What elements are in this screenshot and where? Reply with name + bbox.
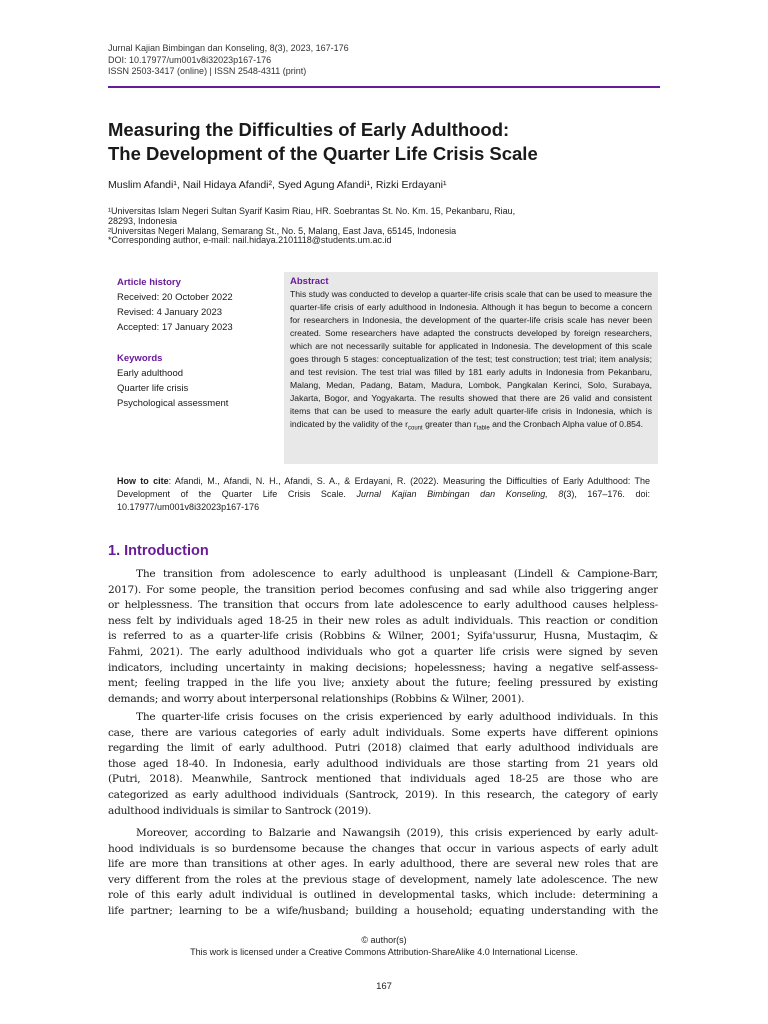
- affiliation-1-cont: 28293, Indonesia: [108, 215, 178, 226]
- affiliation-2: ²Universitas Negeri Malang, Semarang St., No. 5, Malang, East Java, 65145, Indonesia: [108, 225, 457, 236]
- section-heading-introduction: 1. Introduction: [108, 543, 209, 559]
- article-info-sidebar: [117, 275, 277, 411]
- header-divider: [108, 86, 660, 88]
- author-list: Muslim Afandi¹, Nail Hidaya Afandi², Syed Agung Afandi¹, Rizki Erdayani¹: [108, 179, 447, 191]
- how-to-cite-label: How to cite: [117, 476, 169, 486]
- body-paragraph-1: The transition from adolescence to early adulthood is unpleasant (Lindell & Campione-Barr, 2017). For some people, the transition period becomes confusing and sad while also triggering anger or helplessness. The transition that occurs from late adolescence to early adulthood causes helpless- ness felt by individuals aged 18-25 in their new roles as adult individuals. This reaction or condition is referred to as a quarter-life crisis (Robbins & Wilner, 2001; Syifa'ussurur, Husna, Mustaqim, & Fahmi, 2021). The early adulthood individuals who got a quarter life crisis were signed by seven indicators, including uncertainty in making decisions; hopelessness; having a negative self-assess- ment; feeling trapped in the life you live; anxiety about the future; feeling pressured by existing demands; and worry about interpersonal relationships (Robbins & Wilner, 2001).: [108, 568, 658, 705]
- title-line-2: The Development of the Quarter Life Crisis Scale: [108, 143, 538, 164]
- revised-date: Revised: 4 January 2023: [117, 307, 223, 318]
- keyword-item: Early adulthood: [117, 368, 184, 379]
- affiliations: [108, 207, 568, 246]
- article-history-heading: Article history: [117, 277, 181, 288]
- license-notice[interactable]: This work is licensed under a Creative Commons Attribution-ShareAlike 4.0 International License.: [190, 947, 578, 957]
- copyright-notice: © author(s): [361, 935, 407, 945]
- how-to-cite: How to cite: Afandi, M., Afandi, N. H., Afandi, S. A., & Erdayani, R. (2022). Measuring the Difficulties of Early Adulthood: The Development of the Quarter Life Crisis Scale. Jurnal Kajian Bimbingan dan Konseling, 8(3), 167–176. doi: 10.17977/um001v8i32023p167-176: [117, 476, 650, 512]
- license-footer: [0, 934, 768, 958]
- received-date: Received: 20 October 2022: [117, 292, 233, 303]
- accepted-date: Accepted: 17 January 2023: [117, 322, 233, 333]
- abstract-box: [284, 272, 658, 464]
- abstract-heading: Abstract: [290, 276, 329, 287]
- journal-citation: Jurnal Kajian Bimbingan dan Konseling, 8(3), 2023, 167-176: [108, 43, 349, 53]
- body-paragraph-2: The quarter-life crisis focuses on the crisis experienced by early adulthood individuals. In this case, there are various categories of early adult individuals. Some experts have different opinions regarding the limit of early adulthood. Putri (2018) claimed that early adulthood individuals are those aged 18-40. In Indonesia, early adulthood individuals are those starting from 21 years old (Putri, 2018). Meanwhile, Santrock mentioned that individuals aged 18-25 are those who are categorized as early adulthood individuals (Santrock, 2019). In this research, the category of early adulthood individuals is similar to Santrock (2019).: [108, 711, 658, 817]
- journal-doi[interactable]: DOI: 10.17977/um001v8i32023p167-176: [108, 54, 272, 65]
- journal-issn: ISSN 2503-3417 (online) | ISSN 2548-4311 (print): [108, 66, 307, 76]
- page-number: 167: [376, 981, 392, 992]
- article-title: [108, 118, 668, 166]
- corresponding-author[interactable]: *Corresponding author, e-mail: nail.hidaya.2101118@students.um.ac.id: [108, 235, 392, 246]
- keyword-item: Psychological assessment: [117, 398, 229, 409]
- journal-header: [108, 43, 660, 78]
- keywords-heading: Keywords: [117, 353, 163, 364]
- body-paragraph-3: Moreover, according to Balzarie and Nawangsih (2019), this crisis experienced by early adult- hood individuals is so burdensome because the changes that occur in various aspects of early adult life are more than transitions at other ages. In early adulthood, there are several new roles that are very different from the roles at the previous stage of development, namely late adolescence. The new role of this early adult individual is outlined in developmental tasks, which include: determining a life partner; learning to be a wife/husband; building a household; equating understanding with the: [108, 827, 658, 917]
- keyword-item: Quarter life crisis: [117, 383, 189, 394]
- affiliation-1: ¹Universitas Islam Negeri Sultan Syarif Kasim Riau, HR. Soebrantas St. No. Km. 15, Pekanbaru, Riau,: [108, 206, 516, 216]
- abstract-text: This study was conducted to develop a quarter-life crisis scale that can be used to measure the quarter-life crisis of early adulthood in Indonesia. Although it has begun to become a concern for researchers in Indonesia, the development of the quarter-life crisis scale has never been created. Some researchers have adapted the constructs developed by foreign researchers, which are not necessarily suitable for applicated in Indonesia. The development of this scale goes through 5 stages: conceptualization of the test; test construction; test trial; item analysis; and test revision. The test trial was filled by 181 early adults in Indonesia from Pekanbaru, Malang, Medan, Padang, Batam, Madura, Lombok, Pangkalan Kerinci, Solo, Surabaya, Jakarta, Bogor, and Yogyakarta. The results showed that there are 26 valid and consistent items that can be used to measure the early adult quarter-life crisis in Indonesia, which is indicated by the validity of the $r_{count}$ greater than $r_{table}$ and the Cronbach Alpha value of 0.854.: [290, 289, 652, 432]
- title-line-1: Measuring the Difficulties of Early Adulthood:: [108, 119, 510, 140]
